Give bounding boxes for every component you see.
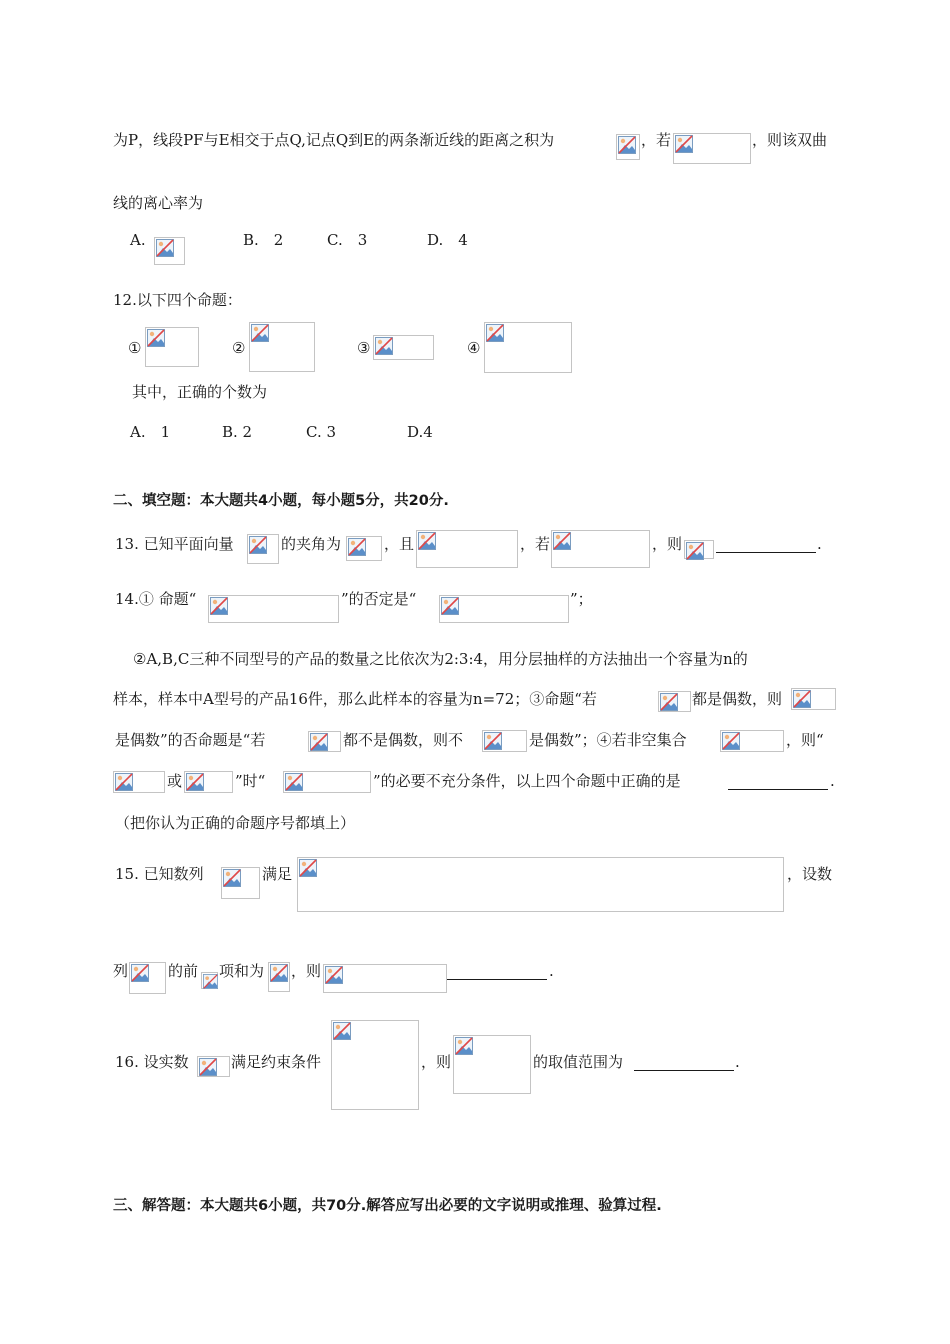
broken-image-icon	[418, 532, 436, 550]
broken-image-icon	[660, 693, 678, 711]
q13-text-d: ，若	[520, 535, 551, 553]
q12-option-d: D.4	[407, 423, 433, 441]
formula-image	[249, 322, 315, 372]
formula-image	[247, 534, 279, 564]
broken-image-icon	[156, 239, 174, 257]
broken-image-icon	[203, 974, 218, 989]
q11-option-c: C. 3	[327, 231, 368, 249]
answer-blank	[716, 552, 816, 553]
formula-image	[145, 327, 199, 367]
broken-image-icon	[553, 532, 571, 550]
q14-p4-text-d: ，则“	[786, 731, 824, 749]
broken-image-icon	[686, 542, 704, 560]
broken-image-icon	[270, 964, 288, 982]
broken-image-icon	[333, 1022, 351, 1040]
section2-heading: 二、填空题：本大题共4小题，每小题5分，共20分.	[113, 493, 449, 509]
broken-image-icon	[325, 966, 343, 984]
q14-text-c: ”；	[570, 590, 593, 608]
formula-image	[268, 962, 290, 992]
q14-text-a: 14.① 命题“	[115, 590, 197, 608]
section3-heading: 三、解答题：本大题共6小题，共70分.解答应写出必要的文字说明或推理、验算过程.	[113, 1198, 662, 1214]
q12-option-c: C. 3	[306, 423, 337, 441]
q13-text-a: 13. 已知平面向量	[115, 535, 234, 553]
q12-option-b: B. 2	[222, 423, 253, 441]
broken-image-icon	[285, 773, 303, 791]
q13-text-e: ，则	[652, 535, 683, 553]
formula-image	[308, 731, 341, 752]
formula-image	[616, 134, 640, 160]
broken-image-icon	[455, 1037, 473, 1055]
formula-image	[658, 691, 691, 712]
formula-image	[197, 1056, 230, 1077]
formula-image	[221, 867, 260, 899]
q14-p4-text-a: 是偶数”的否命题是“若	[115, 731, 266, 749]
q11-option-d: D. 4	[427, 231, 468, 249]
broken-image-icon	[375, 337, 393, 355]
q16-text-d: 的取值范围为	[533, 1053, 624, 1071]
q15-text-d: 列	[113, 962, 129, 980]
q14-paragraph-2: ②A,B,C三种不同型号的产品的数量之比依次为2:3:4，用分层抽样的方法抽出一个容量为n的	[133, 650, 748, 668]
q14-text-b: ”的否定是“	[341, 590, 417, 608]
formula-image	[323, 964, 447, 993]
broken-image-icon	[251, 324, 269, 342]
q15-text-b: 满足	[262, 865, 293, 883]
q16-end: .	[735, 1053, 740, 1071]
q11-line1-text-c: ，则该双曲	[752, 131, 828, 149]
q15-text-c: ，设数	[787, 865, 833, 883]
q13-end: .	[817, 535, 822, 553]
formula-image	[184, 771, 233, 793]
q14-p4-text-c: 是偶数”；④若非空集合	[529, 731, 687, 749]
q13-text-b: 的夹角为	[281, 535, 342, 553]
q11-option-a: A.	[130, 231, 146, 249]
broken-image-icon	[618, 136, 636, 154]
q15-text-a: 15. 已知数列	[115, 865, 204, 883]
q12-marker-2: ②	[232, 339, 246, 357]
broken-image-icon	[484, 732, 502, 750]
formula-image	[113, 771, 165, 793]
formula-image	[208, 595, 339, 623]
broken-image-icon	[147, 329, 165, 347]
formula-image	[154, 237, 185, 265]
broken-image-icon	[675, 135, 693, 153]
broken-image-icon	[441, 597, 459, 615]
q15-text-e: 的前	[168, 962, 199, 980]
broken-image-icon	[486, 324, 504, 342]
formula-image	[416, 530, 518, 568]
broken-image-icon	[210, 597, 228, 615]
q11-option-b: B. 2	[243, 231, 284, 249]
formula-image	[482, 730, 527, 752]
broken-image-icon	[348, 538, 366, 556]
q14-p5-text-b: ”时“	[235, 772, 266, 790]
broken-image-icon	[722, 732, 740, 750]
formula-image	[439, 595, 569, 623]
formula-image	[129, 962, 166, 994]
formula-image	[283, 771, 371, 793]
formula-image	[791, 688, 836, 710]
q11-line2-text: 线的离心率为	[113, 194, 204, 212]
q12-marker-3: ③	[357, 339, 371, 357]
q14-p3-text-b: 都是偶数，则	[692, 690, 783, 708]
q15-end: .	[549, 962, 554, 980]
broken-image-icon	[310, 733, 328, 751]
broken-image-icon	[249, 536, 267, 554]
broken-image-icon	[186, 773, 204, 791]
q14-p5-text-c: ”的必要不充分条件，以上四个命题中正确的是	[373, 772, 681, 790]
q14-p4-text-b: 都不是偶数，则不	[343, 731, 464, 749]
formula-image	[453, 1035, 531, 1094]
q14-paragraph-6: （把你认为正确的命题序号都填上）	[115, 814, 356, 832]
formula-image	[373, 335, 434, 360]
broken-image-icon	[199, 1058, 217, 1076]
formula-image	[297, 857, 784, 912]
formula-image	[720, 730, 784, 752]
q12-title: 12.以下四个命题：	[113, 291, 242, 309]
broken-image-icon	[223, 869, 241, 887]
broken-image-icon	[299, 859, 317, 877]
q16-text-c: ，则	[421, 1053, 452, 1071]
formula-image	[673, 133, 751, 164]
formula-image	[346, 536, 382, 561]
q16-text-a: 16. 设实数	[115, 1053, 189, 1071]
q12-option-a: A. 1	[130, 423, 171, 441]
q14-p5-end: .	[830, 772, 835, 790]
formula-image	[684, 540, 714, 559]
q15-text-f: 项和为	[219, 962, 265, 980]
broken-image-icon	[131, 964, 149, 982]
q11-line1-text-b: ，若	[641, 131, 672, 149]
answer-blank	[728, 789, 828, 790]
formula-image	[331, 1020, 419, 1110]
q12-question: 其中，正确的个数为	[132, 383, 268, 401]
q12-marker-1: ①	[128, 339, 142, 357]
q11-line1-text-a: 为P，线段PF与E相交于点Q,记点Q到E的两条渐近线的距离之积为	[113, 131, 555, 149]
broken-image-icon	[793, 690, 811, 708]
formula-image	[551, 530, 650, 568]
broken-image-icon	[115, 773, 133, 791]
q16-text-b: 满足约束条件	[231, 1053, 322, 1071]
q15-text-g: ，则	[291, 962, 322, 980]
answer-blank	[447, 979, 547, 980]
q14-p5-text-a: 或	[167, 772, 183, 790]
answer-blank	[634, 1070, 734, 1071]
formula-image	[201, 972, 218, 989]
q12-marker-4: ④	[467, 339, 481, 357]
formula-image	[484, 322, 572, 373]
q14-p3-text-a: 样本，样本中A型号的产品16件，那么此样本的容量为n=72；③命题“若	[113, 690, 597, 708]
q13-text-c: ，且	[384, 535, 415, 553]
